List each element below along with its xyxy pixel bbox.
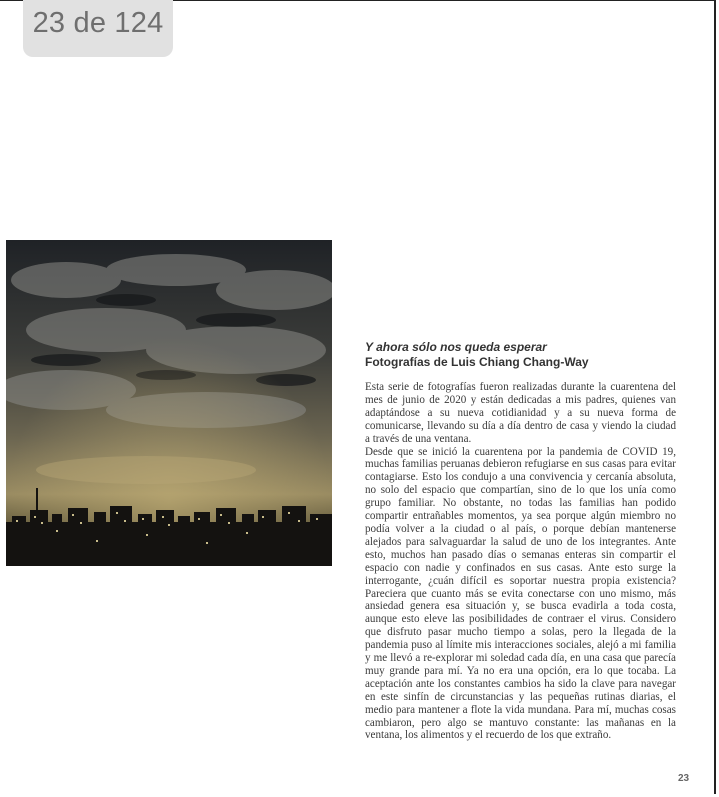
article-title: Y ahora sólo nos queda esperar — [365, 340, 547, 354]
article-body — [365, 381, 676, 742]
article-header — [365, 340, 685, 370]
page-number: 23 — [678, 773, 690, 784]
article-byline: Fotografías de Luis Chiang Chang-Way — [365, 355, 589, 369]
article-paragraph: Esta serie de fotografías fueron realizadas durante la cuarentena del mes de junio de 2020 y están dedicadas a mis padres, quienes van adaptándose a su nueva cotidianidad y a su nueva forma de comunicarse, llevando su día a día dentro de casa y viendo la ciudad a través de una ventana. — [365, 381, 676, 445]
page-indicator — [23, 0, 173, 57]
page-indicator-label: 23 de 124 — [32, 7, 164, 39]
night-sky-photo — [6, 240, 332, 566]
article-paragraph: Desde que se inició la cuarentena por la pandemia de COVID 19, muchas familias peruanas debieron refugiarse en sus casas para evitar contagiarse. Esto los condujo a una convivencia y cercanía absoluta, no solo del espacio que compartían, sino de lo que los unía como grupo familiar. No obstante, no todas las familias han podido compartir entrañables momentos, ya sea porque algún miembro no podía volver a la ciudad o al país, o porque debían mantenerse alejados para salvaguardar la salud de uno de los integrantes. Ante esto, muchos han pasado días o semanas enteras sin compartir el espacio con nadie y confinados en sus casas. Ante esto surge la interrogante, ¿cuán difícil es soportar nuestra propia existencia? Pareciera que cuanto más se evita conectarse con uno mismo, más ansiedad genera esa situación y, se busca evadirla a toda costa, aunque esto eleve las posibilidades de contraer el virus. Considero que disfruto pasar mucho tiempo a solas, pero la llegada de la pandemia puso al límite mis interacciones sociales, alejó a mi familia y me llevó a re-explorar mi soledad cada día, en una casa que parecía muy grande para mí. Ya no era una opción, era lo que tocaba. La aceptación ante los constantes cambios ha sido la clave para navegar en este sinfín de circunstancias y las pequeñas rutinas diarias, el medio para mantener a flote la vida mundana. Para mí, muchas cosas cambiaron, pero algo se mantuvo constante: las mañanas en la ventana, los alimentos y el recuerdo de los que extraño. — [365, 445, 676, 742]
